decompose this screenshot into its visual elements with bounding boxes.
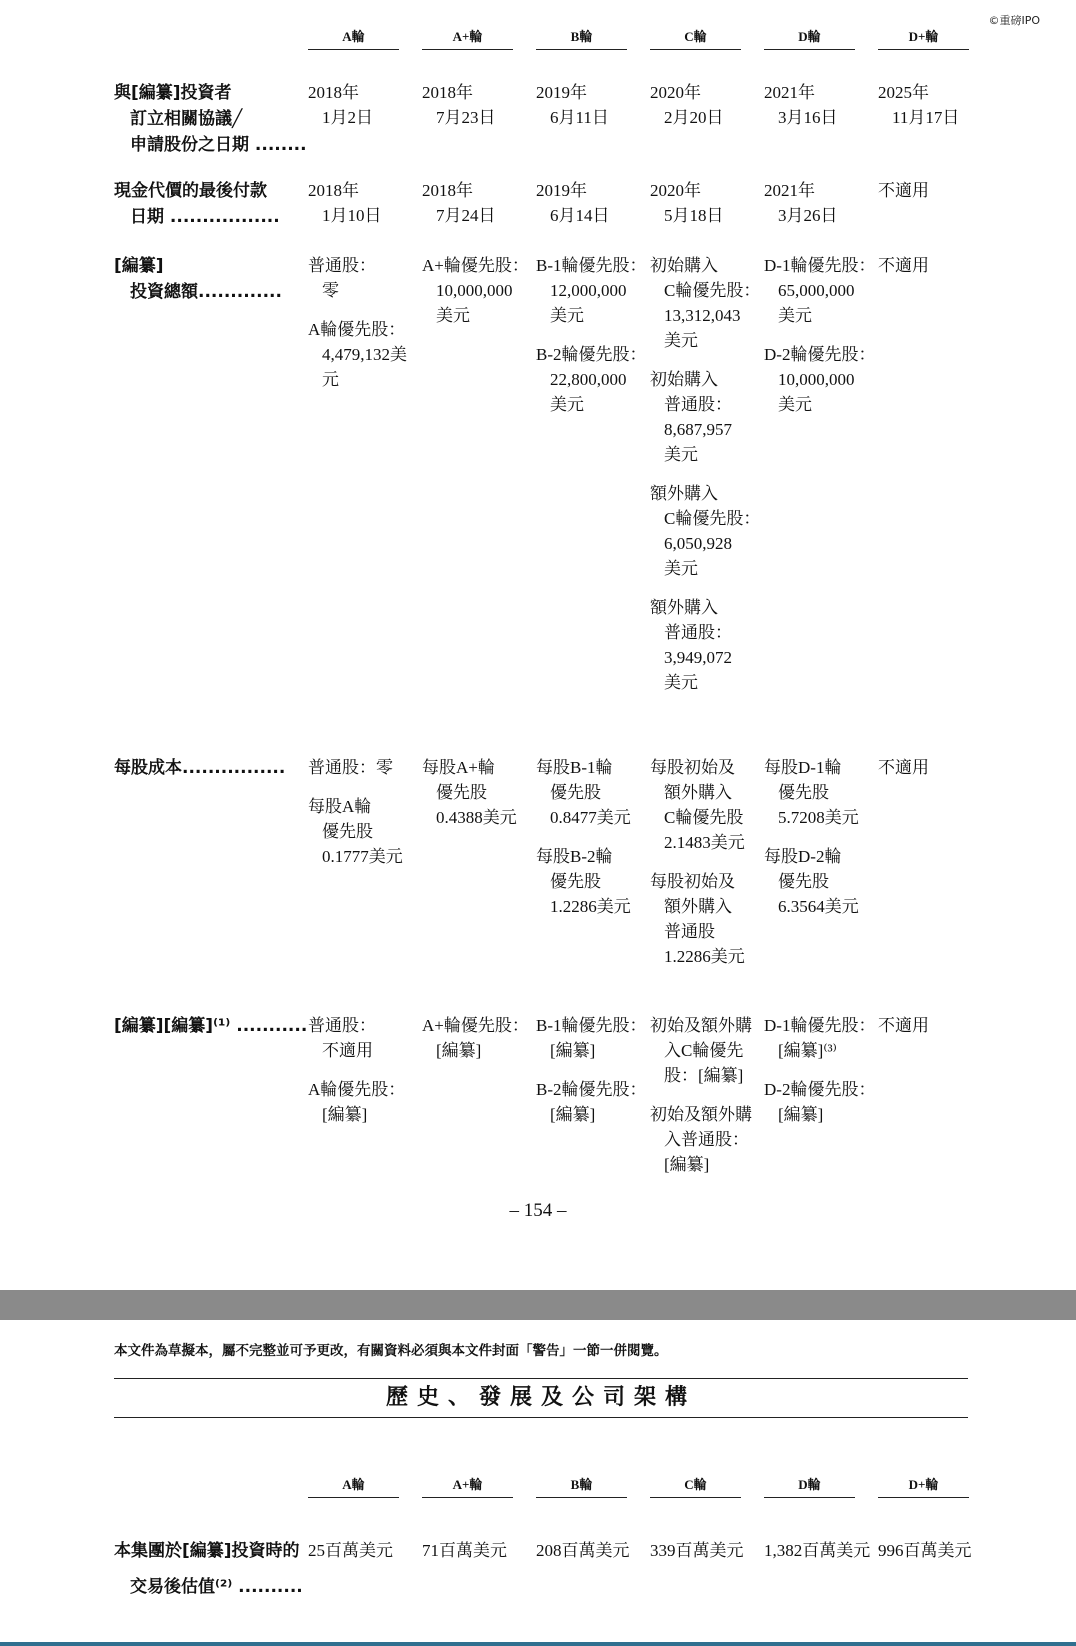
cell-block [878, 80, 986, 130]
cell-D輪 [764, 1013, 876, 1141]
cell-block [536, 844, 644, 919]
cell-line: 22,800,000 [550, 370, 627, 389]
cell-line: 普通股： [308, 1016, 376, 1035]
cell-line: 12,000,000 [550, 281, 627, 300]
cell-block [650, 367, 758, 467]
cell-line: 1月10日 [322, 206, 382, 225]
cell-C輪 [650, 755, 758, 983]
cell-line: 5月18日 [664, 206, 724, 225]
cell-line: [編纂] [550, 1041, 596, 1060]
cell-line: 美元 [550, 306, 584, 325]
cell-line: 額外購入 [664, 783, 732, 802]
cell-block [650, 755, 758, 855]
cell-B輪 [536, 178, 644, 242]
cell-A+輪 [422, 253, 530, 342]
cell-line: A輪優先股： [308, 320, 406, 339]
redacted-item-label [114, 1013, 308, 1039]
cell-block [422, 178, 530, 228]
cell-D+輪 [878, 1013, 986, 1052]
cell-C輪 [650, 80, 758, 144]
page-number: – 154 – [509, 1200, 567, 1221]
cell-line: 優先股 [550, 783, 601, 802]
cell-C輪 [650, 253, 761, 709]
cell-block [650, 869, 758, 969]
cell-line: C輪優先股： [664, 281, 761, 300]
label-line: 申請股份之日期 ........ [130, 135, 307, 155]
cell-line: 6月11日 [550, 108, 609, 127]
cell-line: 不適用 [878, 1016, 929, 1035]
valuation-D輪: 1,382百萬美元 [764, 1541, 871, 1560]
cell-line: 普通股：零 [308, 758, 393, 777]
cell-line: 不適用 [322, 1041, 373, 1060]
cell-A輪 [308, 1013, 416, 1141]
cell-line: 2019年 [536, 181, 587, 200]
cell-line: 3,949,072 [664, 648, 732, 667]
label-line: 與[編纂]投資者 [114, 83, 232, 103]
cell-line: D-1輪優先股： [764, 1016, 876, 1035]
cell-D輪 [764, 253, 876, 431]
cell-line: 元 [322, 370, 339, 389]
cell-line: 8,687,957 [664, 420, 732, 439]
cell-block [650, 80, 758, 130]
cell-line: 2021年 [764, 181, 815, 200]
agreement-date-label [114, 80, 307, 158]
cell-line: 7月24日 [436, 206, 496, 225]
cell-block [764, 253, 876, 328]
round-header-5: D+輪 [878, 1474, 969, 1498]
cell-block [308, 317, 416, 392]
valuation-label-line-2: 交易後估值⁽²⁾ .......... [130, 1577, 303, 1597]
cell-block [878, 755, 986, 780]
cell-line: 優先股 [436, 783, 487, 802]
cell-block [536, 342, 647, 417]
cell-D+輪 [878, 253, 986, 292]
cell-line: B-1輪優先股： [536, 256, 647, 275]
cell-line: 股：[編纂] [664, 1066, 744, 1085]
cell-block [536, 178, 644, 228]
section-title-box [114, 1378, 968, 1418]
round-header-2: B輪 [536, 26, 627, 50]
cell-line: 額外購入 [650, 484, 718, 503]
cell-line: 3月26日 [778, 206, 838, 225]
bottom-bar [0, 1642, 1076, 1646]
cell-line: 每股D-1輪 [764, 758, 842, 777]
cell-line: 7月23日 [436, 108, 496, 127]
cell-C輪 [650, 1013, 758, 1191]
cell-line: 美元 [664, 331, 698, 350]
cell-line: 每股B-1輪 [536, 758, 613, 777]
valuation-D+輪: 996百萬美元 [878, 1541, 972, 1560]
cell-line: 10,000,000 [436, 281, 513, 300]
cell-line: 每股A輪 [308, 797, 372, 816]
cell-D輪 [764, 755, 872, 933]
cell-block [650, 178, 758, 228]
cell-line: 1.2286美元 [550, 897, 631, 916]
cell-line: 2.1483美元 [664, 833, 745, 852]
label-line: [編纂][編纂]⁽¹⁾ ........... [114, 1016, 308, 1036]
cell-line: 6,050,928 [664, 534, 732, 553]
cell-line: C輪優先股 [664, 808, 744, 827]
cell-block [422, 755, 530, 830]
cell-block [764, 1077, 876, 1127]
cell-D輪 [764, 178, 872, 242]
cell-line: 普通股 [664, 922, 715, 941]
round-header-4: D輪 [764, 1474, 855, 1498]
cell-line: 0.1777美元 [322, 847, 403, 866]
round-header-1: A+輪 [422, 26, 513, 50]
cell-line: 1.2286美元 [664, 947, 745, 966]
label-line: 日期 ................. [130, 207, 280, 227]
cell-A輪 [308, 80, 416, 144]
cell-line: A輪優先股： [308, 1080, 406, 1099]
cell-line: 優先股 [778, 783, 829, 802]
page-separator [0, 1290, 1076, 1320]
cell-line: [編纂] [664, 1155, 710, 1174]
cell-line: 2021年 [764, 83, 815, 102]
cell-line: 優先股 [322, 822, 373, 841]
cell-block [878, 253, 986, 278]
cell-line: 美元 [778, 395, 812, 414]
valuation-A輪: 25百萬美元 [308, 1541, 393, 1560]
cell-line: 每股初始及 [650, 872, 735, 891]
round-header-4: D輪 [764, 26, 855, 50]
cell-line: 65,000,000 [778, 281, 855, 300]
round-header-row-2 [0, 1474, 1076, 1498]
cell-line: 美元 [778, 306, 812, 325]
round-header-5: D+輪 [878, 26, 969, 50]
cell-line: 1月2日 [322, 108, 373, 127]
cell-line: 每股A+輪 [422, 758, 495, 777]
cell-block [764, 80, 872, 130]
valuation-label [114, 1538, 303, 1600]
cell-block [878, 178, 986, 203]
cell-D+輪 [878, 755, 986, 794]
cell-line: D-2輪優先股： [764, 1080, 876, 1099]
cell-line: [編纂] [550, 1105, 596, 1124]
cell-line: 初始購入 [650, 256, 718, 275]
cell-line: 2018年 [422, 181, 473, 200]
cell-block [536, 1077, 647, 1127]
watermark: ©重磅IPO [988, 14, 1040, 27]
cell-block [650, 253, 761, 353]
cell-A+輪 [422, 178, 530, 242]
cell-line: 11月17日 [892, 108, 960, 127]
cell-line: B-2輪優先股： [536, 1080, 647, 1099]
round-header-1: A+輪 [422, 1474, 513, 1498]
cell-line: 10,000,000 [778, 370, 855, 389]
cell-line: 2020年 [650, 181, 701, 200]
round-header-0: A輪 [308, 1474, 399, 1498]
cell-block [536, 80, 644, 130]
payment-date-label [114, 178, 284, 230]
cell-block [650, 1102, 758, 1177]
cell-A輪 [308, 253, 416, 406]
cell-block [422, 80, 530, 130]
cell-line: 每股B-2輪 [536, 847, 613, 866]
cell-line: 零 [322, 281, 339, 300]
cell-block [308, 1013, 416, 1063]
cell-block [764, 342, 876, 417]
cell-line: 初始及額外購 [650, 1105, 752, 1124]
cell-line: 2018年 [308, 83, 359, 102]
cell-line: 不適用 [878, 181, 929, 200]
label-line: 訂立相關協議╱ [130, 109, 243, 129]
valuation-B輪: 208百萬美元 [536, 1541, 630, 1560]
label-line: 現金代價的最後付款 [114, 181, 267, 201]
cell-A+輪 [422, 80, 530, 144]
cell-line: A+輪優先股： [422, 256, 529, 275]
cell-line: D-2輪優先股： [764, 345, 876, 364]
cell-line: A+輪優先股： [422, 1016, 529, 1035]
cell-block [764, 844, 872, 919]
cell-line: 普通股： [664, 623, 732, 642]
section-title: 歷史、發展及公司架構 [385, 1385, 696, 1410]
cell-line: [編纂]⁽³⁾ [778, 1041, 837, 1060]
cell-line: 2018年 [308, 181, 359, 200]
cell-line: C輪優先股： [664, 509, 761, 528]
cell-line: 13,312,043 [664, 306, 741, 325]
cell-line: D-1輪優先股： [764, 256, 876, 275]
valuation-A+輪: 71百萬美元 [422, 1541, 507, 1560]
cell-line: 普通股： [308, 256, 376, 275]
cell-line: 初始及額外購 [650, 1016, 752, 1035]
cell-line: [編纂] [322, 1105, 368, 1124]
cell-block [308, 80, 416, 130]
cell-line: 優先股 [778, 872, 829, 891]
round-header-0: A輪 [308, 26, 399, 50]
cell-block [308, 178, 416, 228]
cell-line: 美元 [436, 306, 470, 325]
label-line: 投資總額............. [130, 282, 282, 302]
cell-block [422, 1013, 530, 1063]
round-header-2: B輪 [536, 1474, 627, 1498]
cell-block [764, 755, 872, 830]
total-investment-label [114, 253, 284, 305]
cell-line: 額外購入 [664, 897, 732, 916]
cell-line: 初始購入 [650, 370, 718, 389]
cell-D+輪 [878, 178, 986, 217]
cell-block [536, 755, 644, 830]
cell-line: [編纂] [436, 1041, 482, 1060]
cell-line: 美元 [550, 395, 584, 414]
cell-A+輪 [422, 755, 530, 844]
cell-line: 2018年 [422, 83, 473, 102]
cell-block [308, 253, 416, 303]
cell-block [422, 253, 530, 328]
round-header-3: C輪 [650, 1474, 741, 1498]
cell-line: 額外購入 [650, 598, 718, 617]
cell-line: 4,479,132美 [322, 345, 407, 364]
cell-line: 每股D-2輪 [764, 847, 842, 866]
round-header-row [0, 26, 1076, 50]
cell-line: 美元 [664, 559, 698, 578]
cell-line: 入普通股： [664, 1130, 749, 1149]
cell-line: 2月20日 [664, 108, 724, 127]
cell-line: [編纂] [778, 1105, 824, 1124]
cell-line: B-1輪優先股： [536, 1016, 647, 1035]
cell-block [878, 1013, 986, 1038]
cell-line: 美元 [664, 445, 698, 464]
cell-line: 2025年 [878, 83, 929, 102]
draft-notice: 本文件為草擬本，屬不完整並可予更改，有關資料必須與本文件封面「警告」一節一併閱覽。 [114, 1343, 668, 1359]
cell-block [308, 755, 416, 780]
cost-per-share-label [114, 755, 284, 781]
cell-block [650, 481, 761, 581]
cell-line: 0.4388美元 [436, 808, 517, 827]
cell-B輪 [536, 80, 644, 144]
cell-D+輪 [878, 80, 986, 144]
cell-block [308, 1077, 416, 1127]
cell-line: 3月16日 [778, 108, 838, 127]
cell-line: 5.7208美元 [778, 808, 859, 827]
valuation-label-line-1: 本集團於[編纂]投資時的 [114, 1541, 300, 1561]
round-header-3: C輪 [650, 26, 741, 50]
cell-B輪 [536, 253, 647, 431]
cell-line: 不適用 [878, 758, 929, 777]
cell-line: 0.8477美元 [550, 808, 631, 827]
cell-block [764, 178, 872, 228]
label-line: [編纂] [114, 256, 164, 276]
cell-block [650, 1013, 758, 1088]
cell-block [536, 1013, 647, 1063]
cell-block [764, 1013, 876, 1063]
cell-A輪 [308, 755, 416, 883]
cell-C輪 [650, 178, 758, 242]
cell-line: 美元 [664, 673, 698, 692]
cell-line: 6月14日 [550, 206, 610, 225]
cell-line: 2019年 [536, 83, 587, 102]
cell-block [308, 794, 416, 869]
cell-line: 2020年 [650, 83, 701, 102]
label-line: 每股成本................ [114, 758, 286, 778]
cell-line: B-2輪優先股： [536, 345, 647, 364]
cell-A+輪 [422, 1013, 530, 1077]
cell-A輪 [308, 178, 416, 242]
cell-block [650, 595, 758, 695]
cell-B輪 [536, 755, 644, 933]
cell-line: 普通股： [664, 395, 732, 414]
cell-line: 6.3564美元 [778, 897, 859, 916]
cell-block [536, 253, 647, 328]
cell-line: 入C輪優先 [664, 1041, 744, 1060]
cell-B輪 [536, 1013, 647, 1141]
cell-line: 每股初始及 [650, 758, 735, 777]
valuation-C輪: 339百萬美元 [650, 1541, 744, 1560]
cell-line: 不適用 [878, 256, 929, 275]
cell-line: 優先股 [550, 872, 601, 891]
cell-D輪 [764, 80, 872, 144]
